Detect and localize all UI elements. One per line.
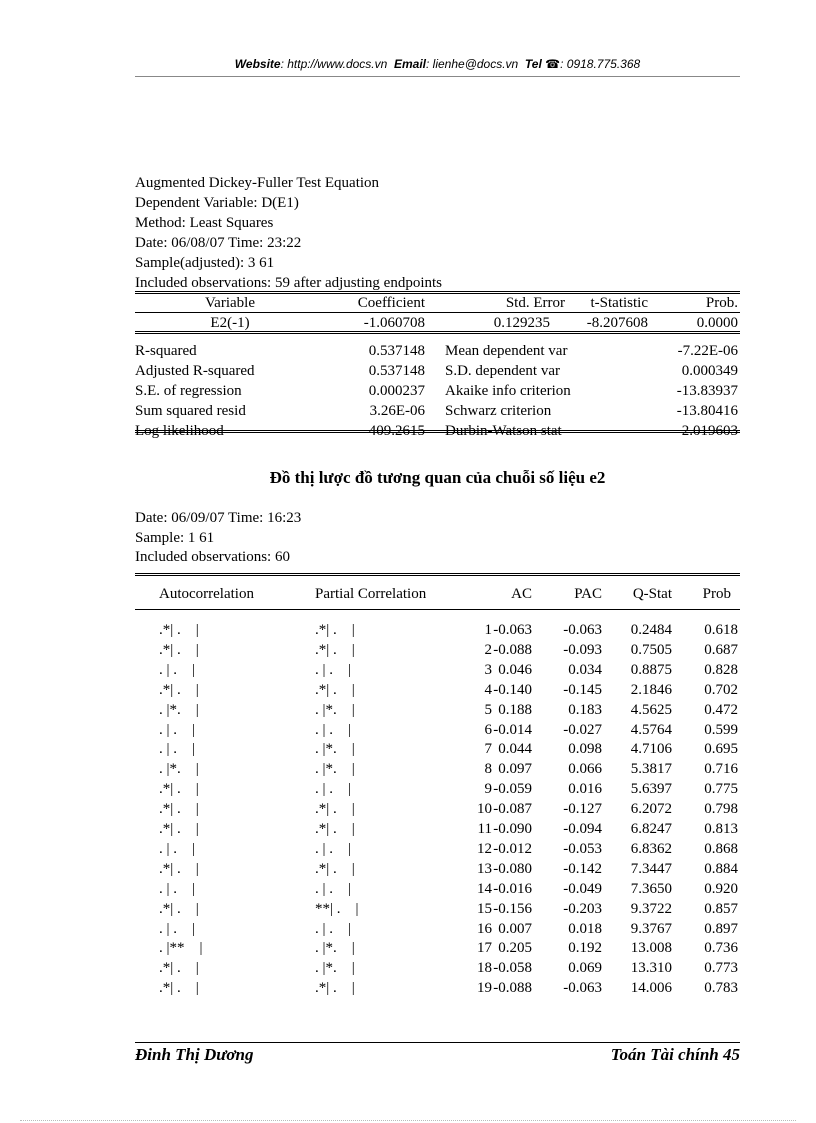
column-header: Std. Error [505, 295, 565, 311]
q-stat-cell: 4.5625 [630, 701, 672, 718]
ac-cell: 0.044 [498, 741, 532, 758]
footer-author: Đinh Thị Dương [135, 1045, 254, 1064]
column-header: Q-Stat [632, 586, 672, 602]
ac-cell: 0.097 [498, 761, 532, 778]
prob-cell: 0.695 [704, 741, 738, 758]
table-row [135, 938, 740, 958]
stat-value: 409.2615 [368, 423, 425, 439]
header-divider [135, 76, 740, 77]
column-header: PAC [574, 586, 602, 602]
table-row [135, 680, 740, 700]
stat-label: Adjusted R-squared [135, 363, 255, 379]
test-info-line: Included observations: 59 after adjusting endpoints [135, 275, 443, 291]
ac-cell: -0.140 [493, 681, 532, 698]
stat-row [135, 401, 740, 421]
table-row [135, 879, 740, 899]
table-rule [135, 575, 740, 576]
table-row [135, 958, 740, 978]
prob-cell: 0.813 [704, 821, 738, 837]
correlogram-header-row [135, 584, 740, 604]
stat-value: 0.000237 [368, 383, 425, 399]
lag-cell: 8 [484, 761, 492, 778]
column-header: Autocorrelation [159, 586, 254, 602]
stat-label: S.E. of regression [135, 383, 242, 399]
table-cell: 0.129235 [493, 315, 550, 331]
q-stat-cell: 2.1846 [630, 681, 672, 698]
pac-cell: -0.049 [563, 880, 602, 897]
ac-cell: -0.087 [493, 801, 532, 818]
ac-graph-cell: .*| . | [159, 980, 199, 997]
prob-cell: 0.472 [704, 701, 738, 718]
lag-cell: 9 [484, 781, 492, 798]
lag-cell: 14 [477, 880, 492, 897]
prob-cell: 0.868 [704, 840, 738, 857]
table-cell: 0.0000 [696, 315, 738, 331]
lag-cell: 4 [484, 681, 492, 698]
ac-graph-cell: . |*. | [159, 761, 199, 778]
pac-cell: -0.027 [563, 721, 602, 738]
table-row [135, 799, 740, 819]
q-stat-cell: 9.3767 [630, 920, 672, 937]
ac-graph-cell: . | . | [159, 661, 196, 678]
table-cell: E2(-1) [210, 315, 250, 331]
ac-cell: -0.014 [493, 721, 532, 738]
ac-graph-cell: .*| . | [159, 781, 199, 798]
ac-cell: -0.016 [493, 880, 532, 897]
table-cell: -8.207608 [586, 315, 648, 331]
q-stat-cell: 7.3447 [630, 860, 672, 877]
prob-cell: 0.716 [704, 761, 738, 778]
regression-coef-row [135, 313, 740, 333]
lag-cell: 7 [484, 741, 492, 758]
prob-cell: 0.702 [704, 681, 738, 698]
ac-cell: -0.063 [493, 622, 532, 638]
table-rule [135, 432, 740, 433]
q-stat-cell: 0.8875 [630, 661, 672, 678]
ac-graph-cell: . | . | [159, 741, 196, 758]
pac-cell: 0.192 [568, 940, 602, 957]
website-label: Website [234, 57, 281, 71]
pac-graph-cell: .*| . | [315, 860, 355, 877]
table-rule [135, 573, 740, 574]
page-header [135, 57, 740, 71]
test-info-line: Method: Least Squares [135, 215, 274, 231]
pac-cell: -0.093 [563, 641, 602, 658]
stat-value: 2.019603 [681, 423, 738, 439]
pac-graph-cell: .*| . | [315, 821, 355, 837]
ac-cell: -0.080 [493, 860, 532, 877]
column-header: Prob [702, 586, 731, 602]
stat-label: Schwarz criterion [445, 403, 552, 419]
lag-cell: 12 [477, 840, 492, 857]
prob-cell: 0.897 [704, 920, 738, 937]
column-header: Variable [205, 295, 255, 311]
corr-info-line: Sample: 1 61 [135, 530, 215, 546]
ac-cell: 0.007 [498, 920, 532, 937]
footer-course-page: Toán Tài chính 45 [610, 1045, 740, 1064]
ac-graph-cell: .*| . | [159, 681, 199, 698]
prob-cell: 0.857 [704, 900, 738, 917]
pac-cell: 0.018 [568, 920, 602, 937]
tel-value: : 0918.775.368 [560, 57, 641, 71]
ac-graph-cell: . | . | [159, 840, 196, 857]
table-row [135, 620, 740, 640]
pac-cell: 0.066 [568, 761, 602, 778]
table-rule [135, 312, 740, 313]
table-rule [135, 333, 740, 334]
lag-cell: 6 [484, 721, 492, 738]
lag-cell: 16 [477, 920, 492, 937]
pac-graph-cell: .*| . | [315, 622, 355, 638]
column-header: Coefficient [357, 295, 425, 311]
table-row [135, 819, 740, 839]
prob-cell: 0.798 [704, 801, 738, 818]
stat-row [135, 361, 740, 381]
regression-header-row [135, 293, 740, 313]
prob-cell: 0.736 [704, 940, 738, 957]
pac-cell: 0.016 [568, 781, 602, 798]
pac-graph-cell: .*| . | [315, 681, 355, 698]
email-value: : lienhe@docs.vn [426, 57, 519, 71]
table-row [135, 779, 740, 799]
ac-graph-cell: .*| . | [159, 622, 199, 638]
table-row [135, 859, 740, 879]
table-row [135, 660, 740, 680]
table-row [135, 720, 740, 740]
lag-cell: 1 [484, 622, 492, 638]
prob-cell: 0.884 [704, 860, 738, 877]
pac-cell: -0.053 [563, 840, 602, 857]
pac-cell: -0.142 [563, 860, 602, 877]
ac-cell: 0.188 [498, 701, 532, 718]
ac-graph-cell: .*| . | [159, 860, 199, 877]
column-header: AC [511, 586, 532, 602]
pac-graph-cell: . |*. | [315, 761, 355, 778]
table-row [135, 899, 740, 919]
stat-value: -13.80416 [676, 403, 738, 419]
lag-cell: 2 [484, 641, 492, 658]
ac-graph-cell: .*| . | [159, 801, 199, 818]
column-header: t-Statistic [590, 295, 648, 311]
q-stat-cell: 4.7106 [630, 741, 672, 758]
pac-graph-cell: . | . | [315, 840, 352, 857]
ac-graph-cell: .*| . | [159, 821, 199, 837]
pac-graph-cell: . | . | [315, 721, 352, 738]
q-stat-cell: 7.3650 [630, 880, 672, 897]
phone-icon: ☎ [545, 57, 561, 71]
pac-graph-cell: .*| . | [315, 980, 355, 997]
prob-cell: 0.775 [704, 781, 738, 798]
stat-value: -13.83937 [676, 383, 738, 399]
table-row [135, 759, 740, 779]
ac-graph-cell: . |*. | [159, 701, 199, 718]
lag-cell: 15 [477, 900, 492, 917]
prob-cell: 0.783 [704, 980, 738, 997]
ac-cell: -0.058 [493, 960, 532, 977]
ac-graph-cell: . | . | [159, 721, 196, 738]
lag-cell: 10 [477, 801, 492, 818]
pac-cell: -0.203 [563, 900, 602, 917]
prob-cell: 0.618 [704, 622, 738, 638]
table-rule [135, 430, 740, 431]
pac-cell: -0.063 [563, 622, 602, 638]
email-label: Email [393, 57, 426, 71]
lag-cell: 17 [477, 940, 492, 957]
ac-cell: 0.046 [498, 661, 532, 678]
table-row [135, 919, 740, 939]
table-rule [135, 331, 740, 332]
q-stat-cell: 13.310 [630, 960, 672, 977]
ac-cell: -0.088 [493, 641, 532, 658]
q-stat-cell: 0.2484 [630, 622, 672, 638]
pac-cell: -0.094 [563, 821, 602, 837]
pac-cell: 0.098 [568, 741, 602, 758]
corr-info-line: Included observations: 60 [135, 549, 290, 565]
stat-row [135, 341, 740, 361]
section-title: Đồ thị lược đồ tương quan của chuỗi số liệu e2 [269, 468, 606, 487]
q-stat-cell: 4.5764 [630, 721, 672, 738]
ac-graph-cell: .*| . | [159, 641, 199, 658]
stat-label: S.D. dependent var [445, 363, 560, 379]
stat-row [135, 381, 740, 401]
table-cell: -1.060708 [363, 315, 425, 331]
lag-cell: 18 [477, 960, 492, 977]
pac-graph-cell: . | . | [315, 781, 352, 798]
ac-graph-cell: .*| . | [159, 960, 199, 977]
stat-row [135, 421, 740, 441]
prob-cell: 0.828 [704, 661, 738, 678]
table-row [135, 978, 740, 998]
table-rule [135, 609, 740, 610]
stat-value: 3.26E-06 [369, 403, 425, 419]
pac-cell: 0.069 [568, 960, 602, 977]
pac-graph-cell: **| . | [315, 900, 359, 917]
stat-label: R-squared [135, 343, 197, 359]
q-stat-cell: 6.8247 [630, 821, 672, 837]
ac-graph-cell: . | . | [159, 920, 196, 937]
ac-cell: -0.090 [493, 821, 532, 837]
ac-cell: -0.012 [493, 840, 532, 857]
column-header: Prob. [705, 295, 738, 311]
tel-label: Tel [524, 57, 542, 71]
lag-cell: 13 [477, 860, 492, 877]
q-stat-cell: 14.006 [630, 980, 672, 997]
pac-cell: -0.063 [563, 980, 602, 997]
table-row [135, 839, 740, 859]
footer-divider [135, 1042, 740, 1043]
pac-graph-cell: . |*. | [315, 741, 355, 758]
stat-label: Akaike info criterion [445, 383, 571, 399]
stat-label: Mean dependent var [445, 343, 568, 359]
ac-graph-cell: .*| . | [159, 900, 199, 917]
prob-cell: 0.599 [704, 721, 738, 738]
ac-graph-cell: . |** | [159, 940, 203, 957]
corr-info-line: Date: 06/09/07 Time: 16:23 [135, 510, 302, 526]
q-stat-cell: 5.3817 [630, 761, 672, 778]
stat-label: Sum squared resid [135, 403, 246, 419]
q-stat-cell: 0.7505 [630, 641, 672, 658]
prob-cell: 0.920 [704, 880, 738, 897]
page-bottom-border [20, 1120, 796, 1121]
pac-graph-cell: . |*. | [315, 940, 355, 957]
test-info-line: Dependent Variable: D(E1) [135, 195, 299, 211]
pac-graph-cell: . | . | [315, 920, 352, 937]
stat-value: 0.537148 [368, 363, 425, 379]
test-info-line: Sample(adjusted): 3 61 [135, 255, 275, 271]
stat-label: Durbin-Watson stat [445, 423, 562, 439]
stat-label: Log likelihood [135, 423, 224, 439]
lag-cell: 3 [484, 661, 492, 678]
q-stat-cell: 13.008 [630, 940, 672, 957]
pac-cell: -0.127 [563, 801, 602, 818]
pac-graph-cell: .*| . | [315, 801, 355, 818]
pac-graph-cell: . |*. | [315, 960, 355, 977]
pac-cell: 0.183 [568, 701, 602, 718]
q-stat-cell: 9.3722 [630, 900, 672, 917]
lag-cell: 5 [484, 701, 492, 718]
test-info-line: Date: 06/08/07 Time: 23:22 [135, 235, 302, 251]
pac-graph-cell: . | . | [315, 661, 352, 678]
test-info-line: Augmented Dickey-Fuller Test Equation [135, 175, 380, 191]
table-row [135, 700, 740, 720]
stat-value: -7.22E-06 [677, 343, 738, 359]
pac-cell: 0.034 [568, 661, 602, 678]
table-rule [135, 291, 740, 292]
stat-value: 0.537148 [368, 343, 425, 359]
ac-graph-cell: . | . | [159, 880, 196, 897]
pac-graph-cell: .*| . | [315, 641, 355, 658]
lag-cell: 19 [477, 980, 492, 997]
column-header: Partial Correlation [315, 586, 427, 602]
pac-graph-cell: . |*. | [315, 701, 355, 718]
pac-cell: -0.145 [563, 681, 602, 698]
ac-cell: 0.205 [498, 940, 532, 957]
table-row [135, 739, 740, 759]
prob-cell: 0.773 [704, 960, 738, 977]
q-stat-cell: 6.8362 [630, 840, 672, 857]
website-value: : http://www.docs.vn [280, 57, 388, 71]
ac-cell: -0.088 [493, 980, 532, 997]
prob-cell: 0.687 [704, 641, 738, 658]
stat-value: 0.000349 [681, 363, 738, 379]
ac-cell: -0.156 [493, 900, 532, 917]
table-row [135, 640, 740, 660]
q-stat-cell: 6.2072 [630, 801, 672, 818]
q-stat-cell: 5.6397 [630, 781, 672, 798]
pac-graph-cell: . | . | [315, 880, 352, 897]
lag-cell: 11 [477, 821, 492, 837]
ac-cell: -0.059 [493, 781, 532, 798]
